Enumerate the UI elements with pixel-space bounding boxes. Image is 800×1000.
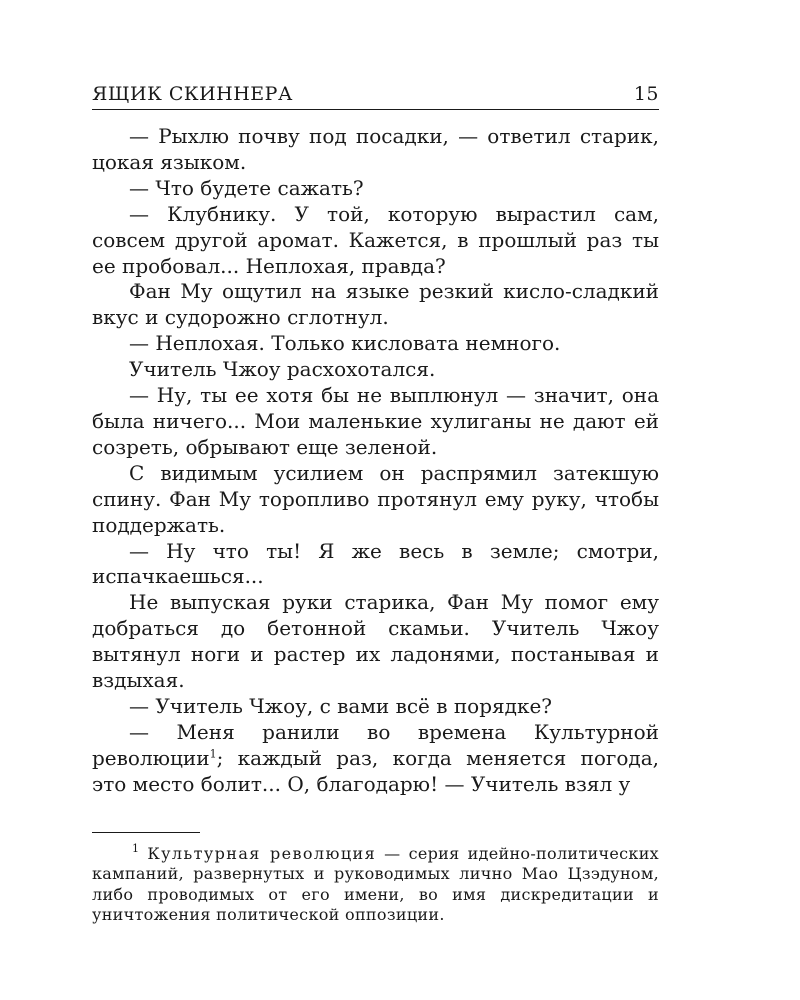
book-title: ЯЩИК СКИННЕРА xyxy=(92,83,293,105)
paragraph-2: — Что будете сажать? xyxy=(129,175,364,200)
paragraph-6: Учитель Чжоу расхохотался. xyxy=(129,357,436,382)
paragraph-9: — Ну что ты! Я же весь в земле; смотри, испачкаешься... xyxy=(92,538,659,589)
footnote-divider xyxy=(92,832,200,833)
book-page xyxy=(92,82,659,926)
paragraph-12-start: — Меня ранили во времена Культурной революции xyxy=(92,719,659,770)
paragraph-8: С видимым усилием он распрямил затекшую спину. Фан Му торопливо протянул ему руку, чтобы поддержать. xyxy=(92,460,659,537)
paragraph-4: Фан Му ощутил на языке резкий кисло-сладкий вкус и судорожно сглотнул. xyxy=(92,279,659,330)
footnote-number: 1 xyxy=(132,842,140,856)
footnote-text: — серия идейно-политических кампаний, развернутых и руководимых лично Мао Цзэдуном, либо проводимых от его имени, во имя дискредитации и уничтожения политической оппозиции. xyxy=(92,843,659,925)
paragraph-7: — Ну, ты ее хотя бы не выплюнул — значит, она была ничего... Мои маленькие хулиганы не дают ей созреть, обрывают еще зеленой. xyxy=(92,383,659,459)
page-number: 15 xyxy=(633,83,659,105)
footnote-reference[interactable]: 1 xyxy=(209,747,217,761)
paragraph-3: — Клубнику. У той, которую вырастил сам, совсем другой аромат. Кажется, в прошлый раз ты ее пробовал... Неплохая, правда? xyxy=(92,201,659,278)
main-text xyxy=(92,124,659,798)
footnote xyxy=(92,844,659,926)
paragraph-12-end: ; каждый раз, когда меняется погода, это место болит... О, благодарю! — Учитель взял у xyxy=(92,745,659,796)
paragraph-1: — Рыхлю почву под посадки, — ответил старик, цокая языком. xyxy=(92,124,659,174)
paragraph-12 xyxy=(92,720,659,798)
footnote-term: Культурная революция xyxy=(147,843,377,863)
paragraph-11: — Учитель Чжоу, с вами всё в порядке? xyxy=(129,693,553,718)
running-header xyxy=(92,82,659,110)
paragraph-10: Не выпуская руки старика, Фан Му помог ему добраться до бетонной скамьи. Учитель Чжоу вытянул ноги и растер их ладонями, постанывая и вздыхая. xyxy=(92,590,659,693)
paragraph-5: — Неплохая. Только кисловата немного. xyxy=(129,331,561,356)
